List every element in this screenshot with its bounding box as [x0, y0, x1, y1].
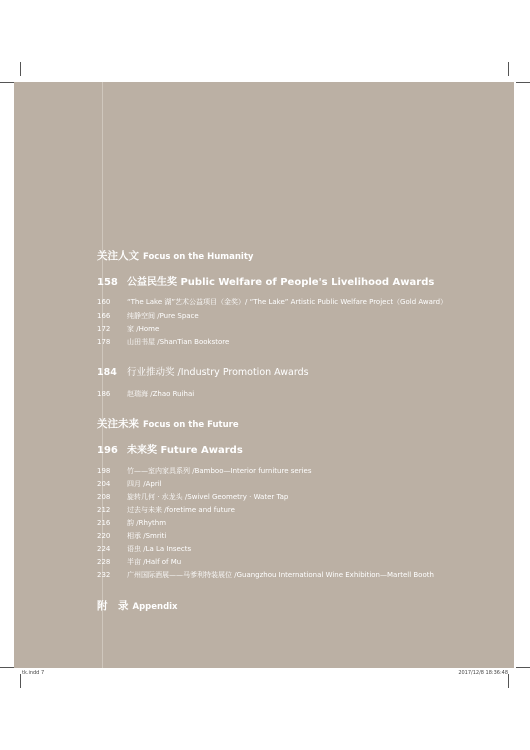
entry-title: 山田书屋 /ShanTian Bookstore: [127, 338, 230, 346]
entry-title: 竹——室内家具系列 /Bamboo—Interior furniture series: [127, 467, 312, 475]
entry-page: 166: [97, 312, 111, 320]
entry-title: 语虫 /La La Insects: [127, 545, 192, 553]
entry-page: 212: [97, 506, 111, 514]
entry-page: 208: [97, 493, 111, 501]
toc-entry: [97, 467, 311, 476]
entry-title: 家 /Home: [127, 325, 160, 333]
toc-entry: [97, 480, 162, 489]
crop-mark: [516, 82, 530, 83]
crop-mark: [0, 82, 14, 83]
category-page: 196: [97, 445, 118, 456]
section-en: Appendix: [132, 602, 178, 612]
entry-page: 220: [97, 532, 111, 540]
crop-mark: [516, 667, 530, 668]
toc-entry: [97, 312, 199, 321]
toc-entry: [97, 338, 229, 347]
toc-entry: [97, 519, 166, 528]
section-heading: [97, 598, 178, 613]
entry-page: 204: [97, 480, 111, 488]
entry-title: 纯静空间 /Pure Space: [127, 312, 199, 320]
category-heading: [97, 273, 434, 288]
toc-entry: [97, 545, 191, 554]
category-page: 184: [97, 367, 117, 378]
entry-page: 186: [97, 390, 111, 398]
entry-page: 160: [97, 298, 111, 306]
toc-entry: [97, 532, 166, 541]
section-en: Focus on the Future: [143, 420, 239, 430]
entry-page: 216: [97, 519, 111, 527]
crop-mark: [20, 62, 21, 76]
entry-title: 广州国际酒展——马爹利特装展位 /Guangzhou International Wine Exhibition—Martell Booth: [127, 571, 434, 579]
toc-entry: [97, 558, 181, 567]
category-heading: [97, 441, 243, 456]
entry-page: 224: [97, 545, 111, 553]
category-page: 158: [97, 277, 118, 288]
file-slug: tk.indd 7: [22, 670, 45, 676]
entry-title: 半亩 /Half of Mu: [127, 558, 182, 566]
crop-mark: [20, 674, 21, 688]
crop-mark: [508, 674, 509, 688]
entry-page: 178: [97, 338, 111, 346]
entry-title: 赵瑞海 /Zhao Ruihai: [127, 390, 195, 398]
entry-title: “The Lake 湖”艺术公益项目（金奖）/ “The Lake” Artistic Public Welfare Project（Gold Award）: [127, 298, 448, 306]
category-title: 公益民生奖 Public Welfare of People's Livelihood Awards: [127, 277, 435, 288]
crop-mark: [0, 667, 14, 668]
toc-entry: [97, 493, 288, 502]
category-heading: [97, 364, 309, 378]
toc-entry: [97, 506, 235, 515]
section-zh: 附 录: [97, 600, 129, 612]
section-heading: [97, 416, 239, 431]
crop-mark: [508, 62, 509, 76]
section-heading: [97, 248, 253, 263]
entry-page: 172: [97, 325, 111, 333]
toc-entry: [97, 325, 159, 334]
category-title: 未来奖 Future Awards: [127, 445, 243, 456]
entry-page: 198: [97, 467, 111, 475]
toc-entry: [97, 390, 194, 399]
toc-entry: [97, 298, 447, 307]
entry-page: 228: [97, 558, 111, 566]
entry-title: 四月 /April: [127, 480, 162, 488]
section-en: Focus on the Humanity: [143, 252, 254, 262]
entry-title: 相承 /Smriti: [127, 532, 167, 540]
entry-title: 旋转几何 · 水龙头 /Swivel Geometry · Water Tap: [127, 493, 289, 501]
print-timestamp: 2017/12/8 18:36:48: [458, 670, 508, 676]
section-zh: 关注人文: [97, 250, 139, 262]
category-title: 行业推动奖 /Industry Promotion Awards: [127, 367, 309, 378]
section-zh: 关注未来: [97, 418, 139, 430]
entry-title: 韵 /Rhythm: [127, 519, 167, 527]
entry-page: 232: [97, 571, 111, 579]
entry-title: 过去与未来 /foretime and future: [127, 506, 235, 514]
toc-entry: [97, 571, 434, 580]
